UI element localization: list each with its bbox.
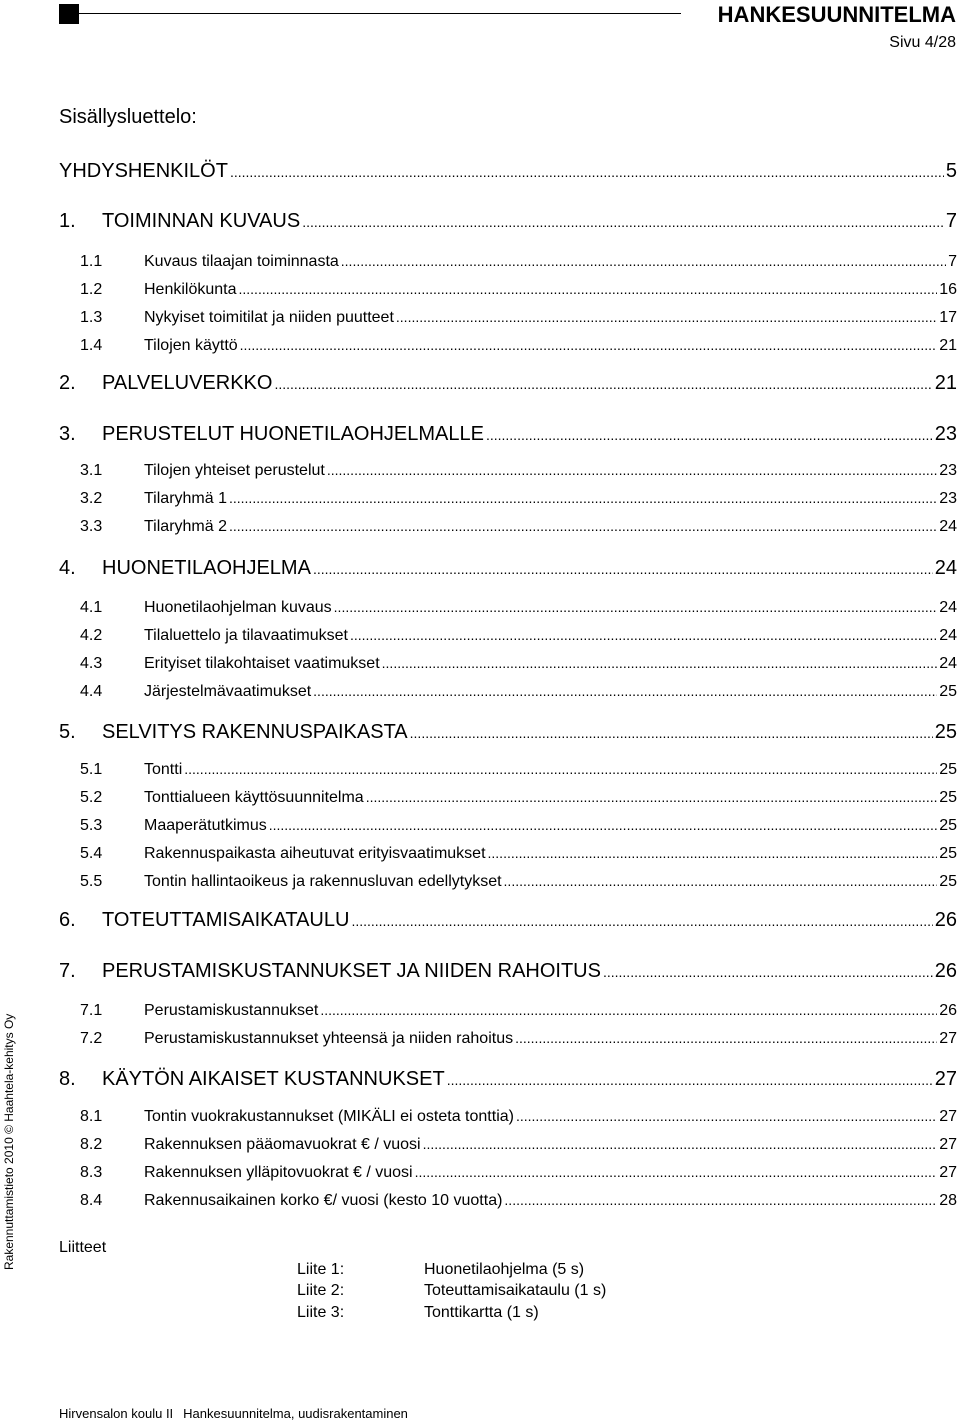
toc-title: HUONETILAOHJELMA [102, 557, 311, 579]
toc-title: TOTEUTTAMISAIKATAULU [102, 909, 350, 931]
toc-leader-dots [274, 372, 932, 395]
toc-number: 1. [59, 210, 76, 232]
toc-chapter-row[interactable] [59, 960, 957, 983]
toc-page-number: 7 [945, 210, 957, 232]
toc-title: PERUSTAMISKUSTANNUKSET JA NIIDEN RAHOITUS [102, 960, 601, 982]
toc-number: 8.2 [80, 1136, 103, 1153]
toc-title: Nykyiset toimitilat ja niiden puutteet [144, 309, 394, 326]
toc-title: Kuvaus tilaajan toiminnasta [144, 253, 339, 270]
toc-number: 3.1 [80, 462, 103, 479]
toc-section-row[interactable] [80, 253, 957, 271]
toc-leader-dots [320, 1002, 937, 1020]
toc-number: 1.1 [80, 253, 103, 270]
toc-number: 8.1 [80, 1108, 103, 1125]
toc-title: Perustamiskustannukset [144, 1002, 319, 1019]
toc-leader-dots [504, 873, 938, 891]
toc-leader-dots [396, 309, 937, 327]
toc-section-row[interactable] [80, 281, 957, 299]
toc-page-number: 25 [939, 683, 957, 700]
toc-title: Tontti [144, 761, 183, 778]
toc-section-row[interactable] [80, 1108, 957, 1126]
toc-number: 7. [59, 960, 76, 982]
toc-chapter-row[interactable] [59, 557, 957, 580]
toc-leader-dots [488, 845, 938, 863]
attachment-description: Huonetilaohjelma (5 s) [424, 1261, 585, 1278]
toc-page-number: 5 [945, 160, 957, 182]
toc-title: Rakennusaikainen korko €/ vuosi (kesto 10 vuotta) [144, 1192, 503, 1209]
toc-title: Rakennuksen pääomavuokrat € / vuosi [144, 1136, 421, 1153]
toc-leader-dots [350, 627, 937, 645]
toc-number: 4. [59, 557, 76, 579]
toc-title: Tilojen käyttö [144, 337, 238, 354]
toc-section-row[interactable] [80, 599, 957, 617]
toc-title: KÄYTÖN AIKAISET KUSTANNUKSET [102, 1068, 445, 1090]
toc-number: 1.2 [80, 281, 103, 298]
toc-page-number: 7 [948, 253, 957, 270]
toc-leader-dots [327, 462, 937, 480]
document-title: HANKESUUNNITELMA [717, 2, 956, 27]
toc-page-number: 28 [939, 1192, 957, 1209]
toc-title: Tilaluettelo ja tilavaatimukset [144, 627, 348, 644]
toc-page-number: 25 [939, 789, 957, 806]
toc-number: 3. [59, 423, 76, 445]
toc-leader-dots [313, 557, 933, 580]
toc-section-row[interactable] [80, 817, 957, 835]
toc-leader-dots [423, 1136, 938, 1154]
toc-number: 4.4 [80, 683, 103, 700]
toc-chapter-row[interactable] [59, 160, 957, 183]
toc-number: 5.3 [80, 817, 103, 834]
toc-number: 8.4 [80, 1192, 103, 1209]
toc-page-number: 27 [939, 1030, 957, 1047]
toc-page-number: 27 [934, 1068, 957, 1090]
toc-chapter-row[interactable] [59, 721, 957, 744]
toc-section-row[interactable] [80, 490, 957, 508]
toc-chapter-row[interactable] [59, 1068, 957, 1091]
toc-section-row[interactable] [80, 627, 957, 645]
toc-leader-dots [184, 761, 937, 779]
toc-chapter-row[interactable] [59, 210, 957, 233]
toc-title: Tilaryhmä 2 [144, 518, 227, 535]
toc-chapter-row[interactable] [59, 423, 957, 446]
attachment-description: Tonttikartta (1 s) [424, 1304, 539, 1321]
attachment-description: Toteuttamisaikataulu (1 s) [424, 1282, 607, 1299]
toc-title: Perustamiskustannukset yhteensä ja niiden rahoitus [144, 1030, 514, 1047]
attachments-heading: Liitteet [59, 1239, 107, 1256]
toc-number: 1.3 [80, 309, 103, 326]
toc-number: 4.1 [80, 599, 103, 616]
toc-title: Tilaryhmä 1 [144, 490, 227, 507]
toc-number: 8. [59, 1068, 76, 1090]
toc-number: 8.3 [80, 1164, 103, 1181]
toc-page-number: 23 [934, 423, 957, 445]
toc-number: 4.2 [80, 627, 103, 644]
toc-section-row[interactable] [80, 845, 957, 863]
toc-number: 5.4 [80, 845, 103, 862]
toc-title: Huonetilaohjelman kuvaus [144, 599, 332, 616]
toc-chapter-row[interactable] [59, 909, 957, 932]
toc-leader-dots [313, 683, 937, 701]
toc-title: Rakennuspaikasta aiheutuvat erityisvaatimukset [144, 845, 486, 862]
toc-leader-dots [229, 490, 937, 508]
toc-leader-dots [351, 909, 932, 932]
toc-leader-dots [341, 253, 946, 271]
toc-leader-dots [410, 721, 933, 744]
header-rule [79, 13, 681, 14]
toc-page-number: 25 [939, 845, 957, 862]
toc-leader-dots [269, 817, 937, 835]
toc-number: 1.4 [80, 337, 103, 354]
toc-section-row[interactable] [80, 462, 957, 480]
toc-chapter-row[interactable] [59, 372, 957, 395]
header-logo-square [59, 4, 79, 24]
toc-page-number: 25 [939, 761, 957, 778]
toc-leader-dots [240, 337, 938, 355]
toc-title: Erityiset tilakohtaiset vaatimukset [144, 655, 380, 672]
toc-page-number: 25 [939, 873, 957, 890]
toc-page-number: 25 [939, 817, 957, 834]
toc-number: 3.3 [80, 518, 103, 535]
toc-title: TOIMINNAN KUVAUS [102, 210, 301, 232]
toc-leader-dots [239, 281, 938, 299]
toc-leader-dots [516, 1108, 937, 1126]
toc-page-number: 27 [939, 1164, 957, 1181]
side-copyright: Rakennuttamistieto 2010 © Haahtela-kehitys Oy [2, 1013, 16, 1270]
toc-page-number: 24 [939, 599, 957, 616]
toc-section-row[interactable] [80, 309, 957, 327]
toc-title: Maaperätutkimus [144, 817, 267, 834]
toc-section-row[interactable] [80, 1136, 957, 1154]
toc-page-number: 26 [939, 1002, 957, 1019]
toc-section-row[interactable] [80, 655, 957, 673]
toc-title: YHDYSHENKILÖT [59, 160, 228, 182]
attachment-label: Liite 1: [297, 1261, 345, 1278]
toc-heading: Sisällysluettelo: [59, 106, 197, 128]
toc-title: Järjestelmävaatimukset [144, 683, 312, 700]
toc-number: 5.2 [80, 789, 103, 806]
toc-number: 2. [59, 372, 76, 394]
toc-leader-dots [447, 1068, 933, 1091]
toc-section-row[interactable] [80, 1002, 957, 1020]
toc-number: 6. [59, 909, 76, 931]
toc-page-number: 17 [939, 309, 957, 326]
toc-section-row[interactable] [80, 1164, 957, 1182]
toc-page-number: 24 [939, 627, 957, 644]
toc-page-number: 21 [939, 337, 957, 354]
toc-title: SELVITYS RAKENNUSPAIKASTA [102, 721, 408, 743]
toc-title: Rakennuksen ylläpitovuokrat € / vuosi [144, 1164, 413, 1181]
toc-leader-dots [382, 655, 938, 673]
toc-page-number: 23 [939, 490, 957, 507]
toc-number: 3.2 [80, 490, 103, 507]
toc-title: Tontin hallintaoikeus ja rakennusluvan edellytykset [144, 873, 502, 890]
toc-title: PERUSTELUT HUONETILAOHJELMALLE [102, 423, 484, 445]
toc-page-number: 25 [934, 721, 957, 743]
toc-section-row[interactable] [80, 789, 957, 807]
toc-leader-dots [486, 423, 933, 446]
toc-section-row[interactable] [80, 518, 957, 536]
toc-leader-dots [515, 1030, 937, 1048]
toc-number: 7.1 [80, 1002, 103, 1019]
toc-page-number: 26 [934, 960, 957, 982]
toc-title: Henkilökunta [144, 281, 237, 298]
toc-section-row[interactable] [80, 1192, 957, 1210]
toc-number: 5. [59, 721, 76, 743]
attachment-label: Liite 2: [297, 1282, 345, 1299]
toc-page-number: 24 [939, 518, 957, 535]
toc-section-row[interactable] [80, 337, 957, 355]
toc-page-number: 24 [939, 655, 957, 672]
toc-number: 5.1 [80, 761, 103, 778]
footer-doc: Hankesuunnitelma, uudisrakentaminen [183, 1406, 408, 1421]
footer-project: Hirvensalon koulu II [59, 1406, 174, 1421]
toc-title: Tontin vuokrakustannukset (MIKÄLI ei osteta tonttia) [144, 1108, 514, 1125]
toc-section-row[interactable] [80, 1030, 957, 1048]
toc-page-number: 24 [934, 557, 957, 579]
toc-leader-dots [334, 599, 938, 617]
toc-title: Tilojen yhteiset perustelut [144, 462, 325, 479]
toc-title: Tonttialueen käyttösuunnitelma [144, 789, 364, 806]
toc-leader-dots [603, 960, 933, 983]
attachment-label: Liite 3: [297, 1304, 345, 1321]
page-number: Sivu 4/28 [889, 34, 956, 51]
toc-section-row[interactable] [80, 683, 957, 701]
toc-leader-dots [229, 518, 937, 536]
toc-leader-dots [302, 210, 944, 233]
footer [59, 1406, 418, 1421]
toc-leader-dots [415, 1164, 938, 1182]
toc-leader-dots [230, 160, 944, 183]
toc-leader-dots [504, 1192, 937, 1210]
toc-number: 5.5 [80, 873, 103, 890]
toc-page-number: 16 [939, 281, 957, 298]
toc-number: 4.3 [80, 655, 103, 672]
toc-title: PALVELUVERKKO [102, 372, 273, 394]
toc-page-number: 27 [939, 1136, 957, 1153]
toc-page-number: 23 [939, 462, 957, 479]
toc-page-number: 21 [934, 372, 957, 394]
toc-leader-dots [366, 789, 938, 807]
toc-number: 7.2 [80, 1030, 103, 1047]
toc-section-row[interactable] [80, 761, 957, 779]
toc-section-row[interactable] [80, 873, 957, 891]
toc-page-number: 27 [939, 1108, 957, 1125]
toc-page-number: 26 [934, 909, 957, 931]
